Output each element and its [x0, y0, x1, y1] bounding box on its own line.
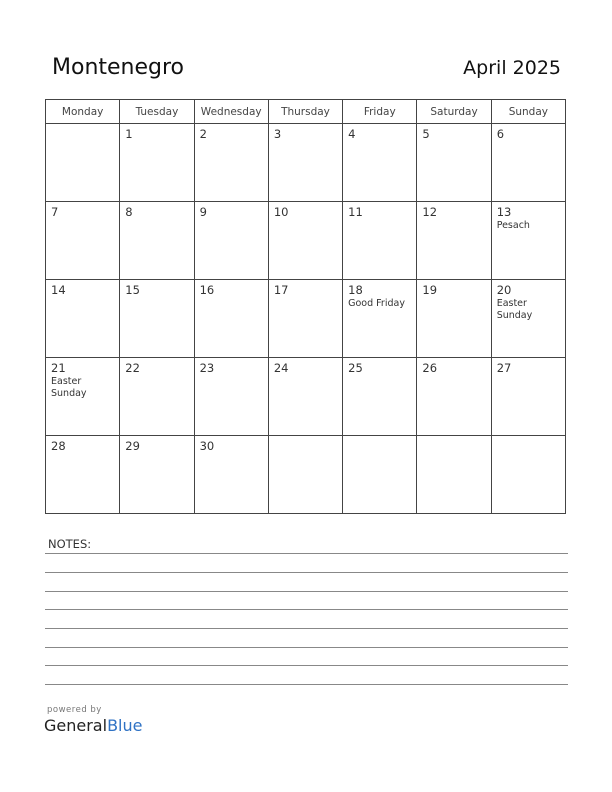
day-number: 16 [199, 283, 215, 297]
day-number: 17 [273, 283, 289, 297]
notes-label: NOTES: [48, 537, 92, 551]
day-number: 5 [422, 127, 430, 141]
day-cell [343, 124, 417, 202]
weekday-thursday: Thursday [268, 100, 342, 124]
day-cell [194, 124, 268, 202]
weekday-sunday: Sunday [491, 100, 565, 124]
day-cell [120, 124, 194, 202]
note-line [45, 553, 568, 554]
day-cell [268, 202, 342, 280]
day-cell [194, 202, 268, 280]
day-cell [417, 124, 491, 202]
holiday-label: Pesach [496, 220, 530, 231]
brand-logo [44, 716, 142, 735]
weekday-friday: Friday [343, 100, 417, 124]
week-row [46, 358, 566, 436]
week-row [46, 124, 566, 202]
day-number: 3 [273, 127, 282, 141]
day-number: 12 [422, 205, 438, 219]
day-number: 28 [51, 439, 66, 453]
day-cell [46, 436, 120, 514]
day-cell [417, 202, 491, 280]
day-cell [194, 436, 268, 514]
day-number: 22 [125, 361, 140, 375]
day-cell [491, 202, 565, 280]
day-cell [268, 280, 342, 358]
day-cell [194, 280, 268, 358]
powered-by-text: powered by [47, 705, 102, 715]
week-row [46, 436, 566, 514]
day-number: 21 [51, 361, 66, 375]
day-number: 30 [199, 439, 215, 453]
day-number: 29 [125, 439, 140, 453]
day-number: 2 [199, 127, 207, 141]
day-cell [120, 202, 194, 280]
day-cell [491, 280, 565, 358]
note-line [45, 684, 568, 685]
day-cell [46, 202, 120, 280]
day-cell [491, 436, 565, 514]
weekday-monday: Monday [46, 100, 120, 124]
day-cell [343, 280, 417, 358]
day-number: 13 [496, 205, 512, 219]
day-cell [491, 358, 565, 436]
day-number: 20 [496, 283, 512, 297]
day-cell [46, 280, 120, 358]
month-title: April 2025 [463, 57, 561, 79]
day-number: 27 [496, 361, 512, 375]
day-number: 7 [51, 205, 59, 219]
day-cell [46, 358, 120, 436]
day-cell [268, 124, 342, 202]
day-number: 23 [199, 361, 215, 375]
day-cell [120, 436, 194, 514]
note-line [45, 609, 568, 610]
day-number: 6 [496, 127, 505, 141]
holiday-label: Easter Sunday [51, 376, 87, 399]
day-cell [268, 358, 342, 436]
day-number: 1 [125, 127, 133, 141]
week-row [46, 202, 566, 280]
note-line [45, 628, 568, 629]
day-number: 8 [125, 205, 133, 219]
day-cell [417, 280, 491, 358]
holiday-label: Easter Sunday [496, 298, 533, 321]
day-cell [343, 436, 417, 514]
brand-general: General [44, 716, 108, 735]
weekday-tuesday: Tuesday [120, 100, 194, 124]
weekday-header-row [46, 100, 566, 124]
day-cell [417, 358, 491, 436]
calendar-grid [45, 99, 566, 514]
note-line [45, 591, 568, 592]
day-cell [268, 436, 342, 514]
week-row [46, 280, 566, 358]
day-cell [343, 202, 417, 280]
day-number: 9 [199, 205, 207, 219]
day-cell [120, 358, 194, 436]
day-number: 19 [422, 283, 438, 297]
day-number: 24 [273, 361, 289, 375]
brand-blue: Blue [107, 716, 143, 735]
day-number: 15 [125, 283, 140, 297]
day-cell [417, 436, 491, 514]
day-cell [491, 124, 565, 202]
day-number: 11 [348, 205, 363, 219]
day-cell [343, 358, 417, 436]
note-line [45, 647, 568, 648]
day-number: 4 [348, 127, 356, 141]
note-line [45, 572, 568, 573]
day-number: 14 [51, 283, 66, 297]
day-number: 26 [422, 361, 438, 375]
weekday-wednesday: Wednesday [194, 100, 268, 124]
weekday-saturday: Saturday [417, 100, 491, 124]
holiday-label: Good Friday [348, 298, 405, 309]
day-number: 18 [348, 283, 363, 297]
day-cell [46, 124, 120, 202]
day-cell [120, 280, 194, 358]
country-title: Montenegro [52, 55, 185, 80]
note-line [45, 665, 568, 666]
day-number: 10 [273, 205, 289, 219]
day-cell [194, 358, 268, 436]
day-number: 25 [348, 361, 363, 375]
